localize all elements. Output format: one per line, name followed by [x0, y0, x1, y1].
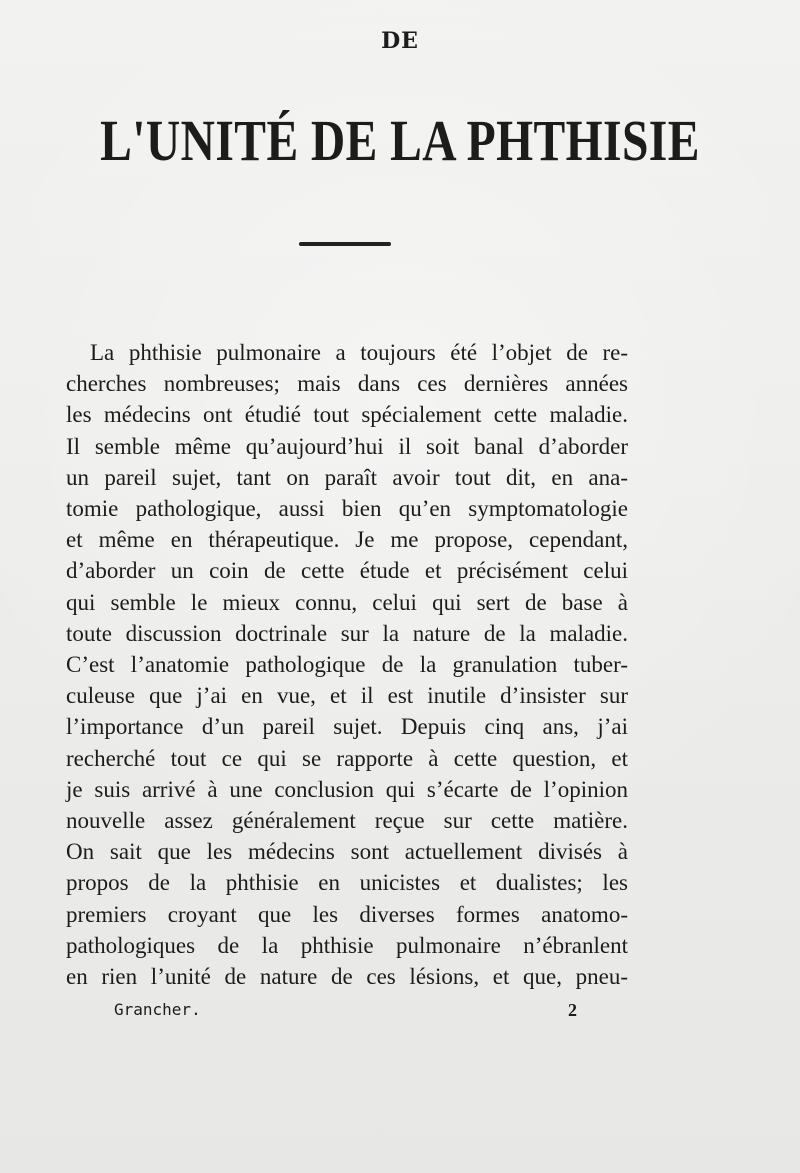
body-text — [66, 337, 628, 992]
text-line-4: Il semble même qu’aujourd’hui il soit banal d’aborder — [66, 433, 628, 459]
title-divider — [299, 242, 391, 246]
text-line-19: premiers croyant que les diverses formes anatomo- — [66, 901, 628, 927]
text-line-17: On sait que les médecins sont actuellement divisés à — [66, 839, 628, 865]
text-line-21: en rien l’unité de nature de ces lésions, et que, pneu- — [66, 964, 628, 990]
text-line-10: toute discussion doctrinale sur la nature de la maladie. — [66, 620, 628, 646]
text-line-11: C’est l’anatomie pathologique de la granulation tuber- — [66, 652, 628, 678]
text-line-18: propos de la phthisie en unicistes et dualistes; les — [66, 870, 628, 896]
text-line-7: et même en thérapeutique. Je me propose, cependant, — [66, 527, 628, 553]
text-line-3: les médecins ont étudié tout spécialement cette maladie. — [66, 402, 628, 428]
footer-author: Grancher. — [114, 1000, 201, 1019]
text-line-14: recherché tout ce qui se rapporte à cette question, et — [66, 745, 628, 771]
header-de: DE — [381, 28, 419, 54]
text-line-13: l’importance d’un pareil sujet. Depuis cinq ans, j’ai — [66, 714, 628, 740]
text-line-16: nouvelle assez généralement reçue sur cette matière. — [66, 808, 628, 834]
text-line-2: cherches nombreuses; mais dans ces dernières années — [66, 371, 628, 397]
text-line-1: La phthisie pulmonaire a toujours été l’objet de re- — [90, 340, 628, 365]
text-line-5: un pareil sujet, tant on paraît avoir tout dit, en ana- — [66, 464, 628, 490]
text-line-15: je suis arrivé à une conclusion qui s’écarte de l’opinion — [66, 776, 628, 802]
text-line-9: qui semble le mieux connu, celui qui sert de base à — [66, 589, 628, 615]
text-line-20: pathologiques de la phthisie pulmonaire n’ébranlent — [66, 932, 628, 958]
text-line-8: d’aborder un coin de cette étude et précisément celui — [66, 558, 628, 584]
text-line-12: culeuse que j’ai en vue, et il est inutile d’insister sur — [66, 683, 628, 709]
page-title: L'UNITÉ DE LA PHTHISIE — [100, 108, 700, 173]
signature-mark: 2 — [568, 1000, 577, 1020]
text-line-6: tomie pathologique, aussi bien qu’en symptomatologie — [66, 496, 628, 522]
